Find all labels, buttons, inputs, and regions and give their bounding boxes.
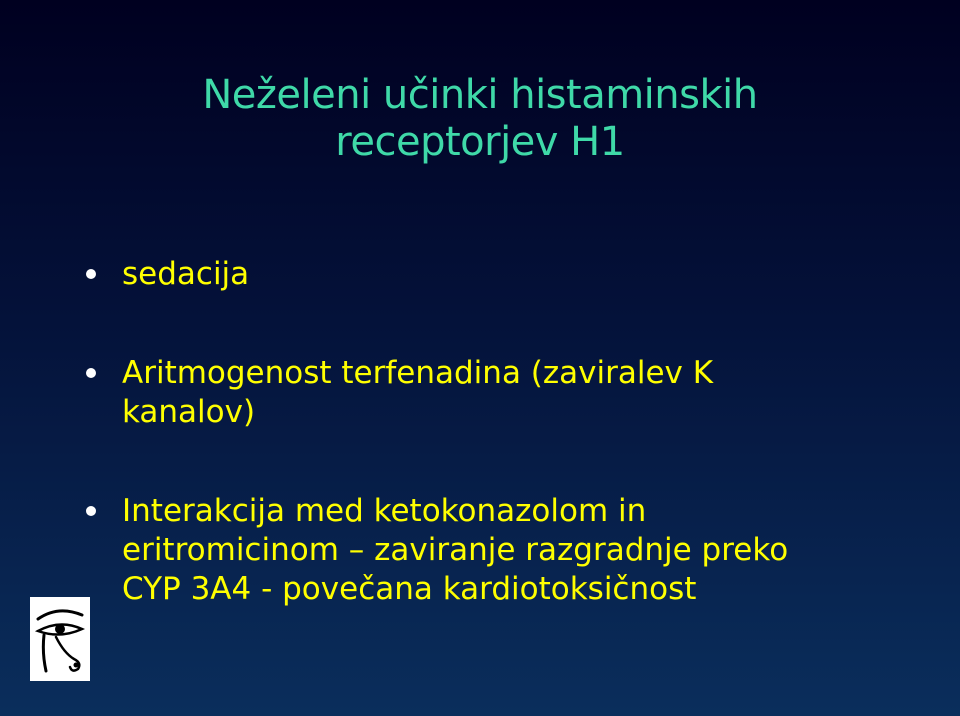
- bullet-line: Aritmogenost terfenadina (zaviralev K: [122, 355, 714, 391]
- bullet-line: Interakcija med ketokonazolom in: [122, 493, 647, 529]
- slide-title-line-2: receptorjev H1: [335, 119, 625, 165]
- bullet-text: [122, 492, 942, 609]
- slide-title-line-1: Neželeni učinki histaminskih: [202, 72, 758, 118]
- bullet-line: eritromicinom – zaviranje razgradnje preko: [122, 532, 789, 568]
- bullet-dot-icon: [86, 269, 96, 279]
- eye-of-horus-logo-icon: [30, 597, 90, 681]
- bullet-line: sedacija: [122, 256, 250, 292]
- bullet-line: kanalov): [122, 394, 256, 430]
- bullet-dot-icon: [86, 368, 96, 378]
- bullet-text: [122, 354, 942, 432]
- bullet-text: [122, 255, 942, 294]
- bullet-dot-icon: [86, 506, 96, 516]
- slide-title: [60, 72, 900, 166]
- bullet-line: CYP 3A4 - povečana kardiotoksičnost: [122, 571, 697, 607]
